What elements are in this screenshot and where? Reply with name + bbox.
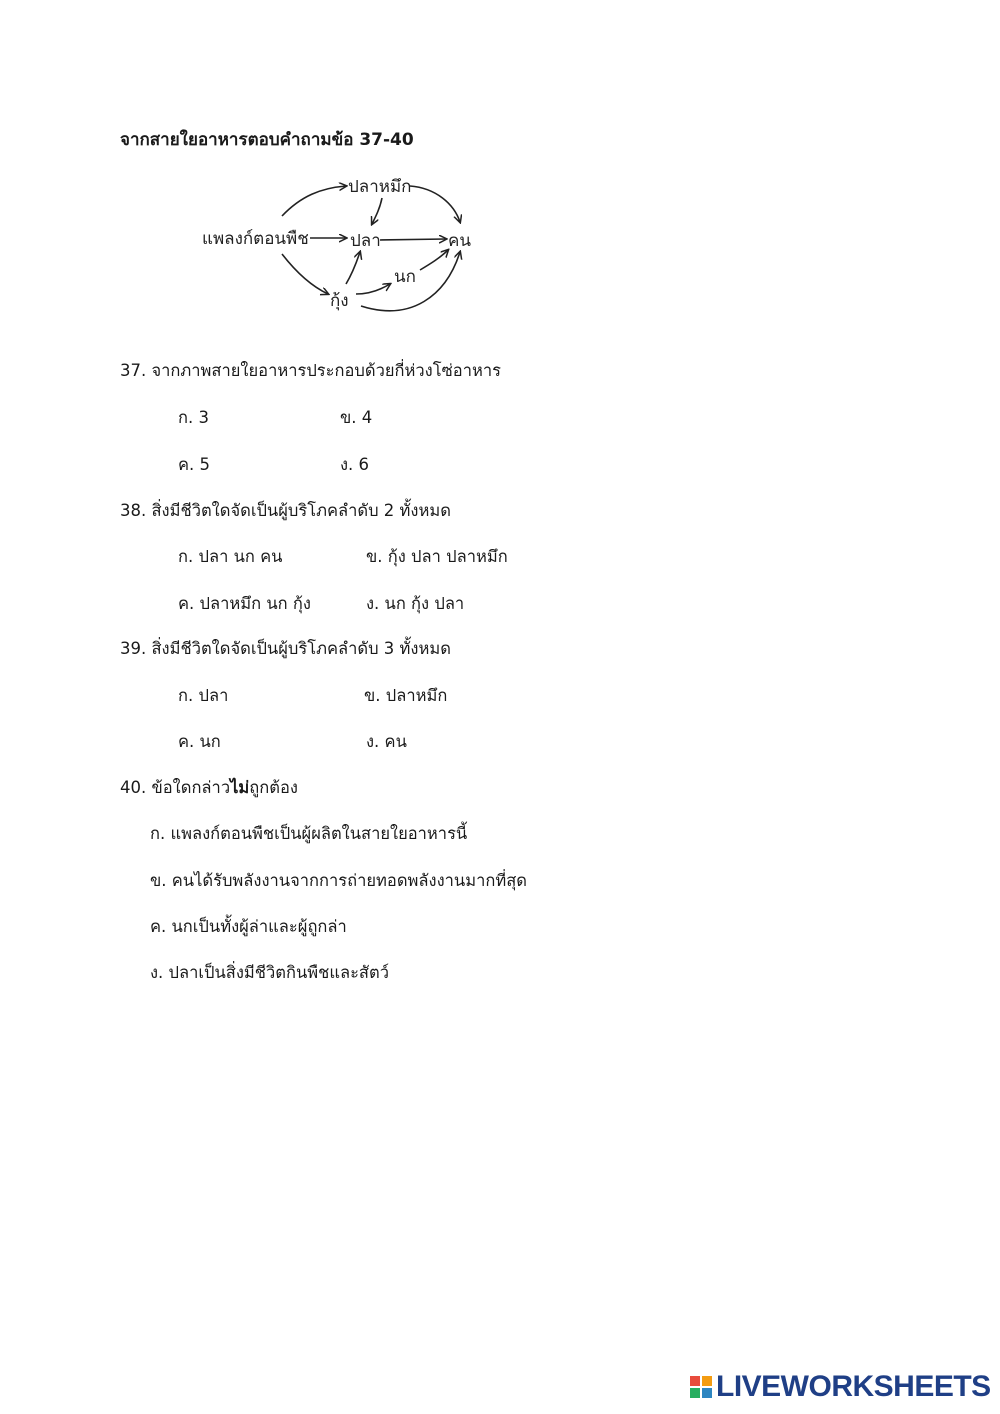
arrow-shrimp-to-bird [356, 284, 390, 294]
node-fish: ปลา [350, 231, 381, 251]
liveworksheets-logo [690, 1370, 991, 1404]
q40-text-suffix: ถูกต้อง [249, 778, 298, 797]
question-38: 38. สิ่งมีชีวิตใดจัดเป็นผู้บริโภคลำดับ 2 ทั้งหมด [120, 501, 451, 520]
food-web-diagram [196, 166, 486, 326]
arrow-bird-to-human [420, 250, 448, 270]
arrow-squid-to-human [410, 186, 460, 222]
q37-option-b: ข. 4 [340, 408, 373, 427]
q38-option-c: ค. ปลาหมึก นก กุ้ง [178, 594, 311, 613]
q39-option-c: ค. นก [178, 732, 221, 751]
question-40 [120, 775, 298, 801]
question-39: 39. สิ่งมีชีวิตใดจัดเป็นผู้บริโภคลำดับ 3 ทั้งหมด [120, 639, 451, 658]
q38-option-b: ข. กุ้ง ปลา ปลาหมึก [366, 547, 508, 566]
node-human: คน [448, 231, 471, 251]
q40-text-bold: ไม่ [230, 778, 250, 797]
liveworksheets-logo-text: LIVEWORKSHEETS [716, 1370, 991, 1403]
liveworksheets-logo-icon [690, 1376, 712, 1398]
q40-option-a: ก. แพลงก์ตอนพืชเป็นผู้ผลิตในสายใยอาหารนี้ [150, 824, 468, 843]
q40-option-d: ง. ปลาเป็นสิ่งมีชีวิตกินพืชและสัตว์ [150, 963, 389, 982]
q40-text-prefix: 40. ข้อใดกล่าว [120, 778, 231, 797]
q38-option-d: ง. นก กุ้ง ปลา [366, 594, 465, 613]
q39-option-a: ก. ปลา [178, 686, 229, 705]
node-squid: ปลาหมึก [348, 177, 412, 197]
arrow-fish-to-human [380, 239, 446, 240]
arrow-plankton-to-squid [282, 186, 346, 216]
node-bird: นก [394, 267, 416, 287]
q40-option-b: ข. คนได้รับพลังงานจากการถ่ายทอดพลังงานมากที่สุด [150, 871, 527, 890]
arrow-plankton-to-shrimp [282, 254, 328, 294]
node-shrimp: กุ้ง [330, 291, 349, 311]
q38-option-a: ก. ปลา นก คน [178, 547, 283, 566]
q37-option-a: ก. 3 [178, 408, 209, 427]
node-plankton: แพลงก์ตอนพืช [202, 229, 309, 249]
q40-option-c: ค. นกเป็นทั้งผู้ล่าและผู้ถูกล่า [150, 917, 347, 936]
arrow-shrimp-to-fish [346, 252, 360, 284]
q39-option-d: ง. คน [366, 732, 407, 751]
q37-option-c: ค. 5 [178, 455, 211, 474]
page-heading: จากสายใยอาหารตอบคำถามข้อ 37-40 [120, 130, 414, 150]
question-37: 37. จากภาพสายใยอาหารประกอบด้วยกี่ห่วงโซ่อาหาร [120, 361, 501, 380]
q39-option-b: ข. ปลาหมึก [364, 686, 448, 705]
q37-option-d: ง. 6 [340, 455, 370, 474]
arrow-squid-to-fish [372, 198, 382, 224]
